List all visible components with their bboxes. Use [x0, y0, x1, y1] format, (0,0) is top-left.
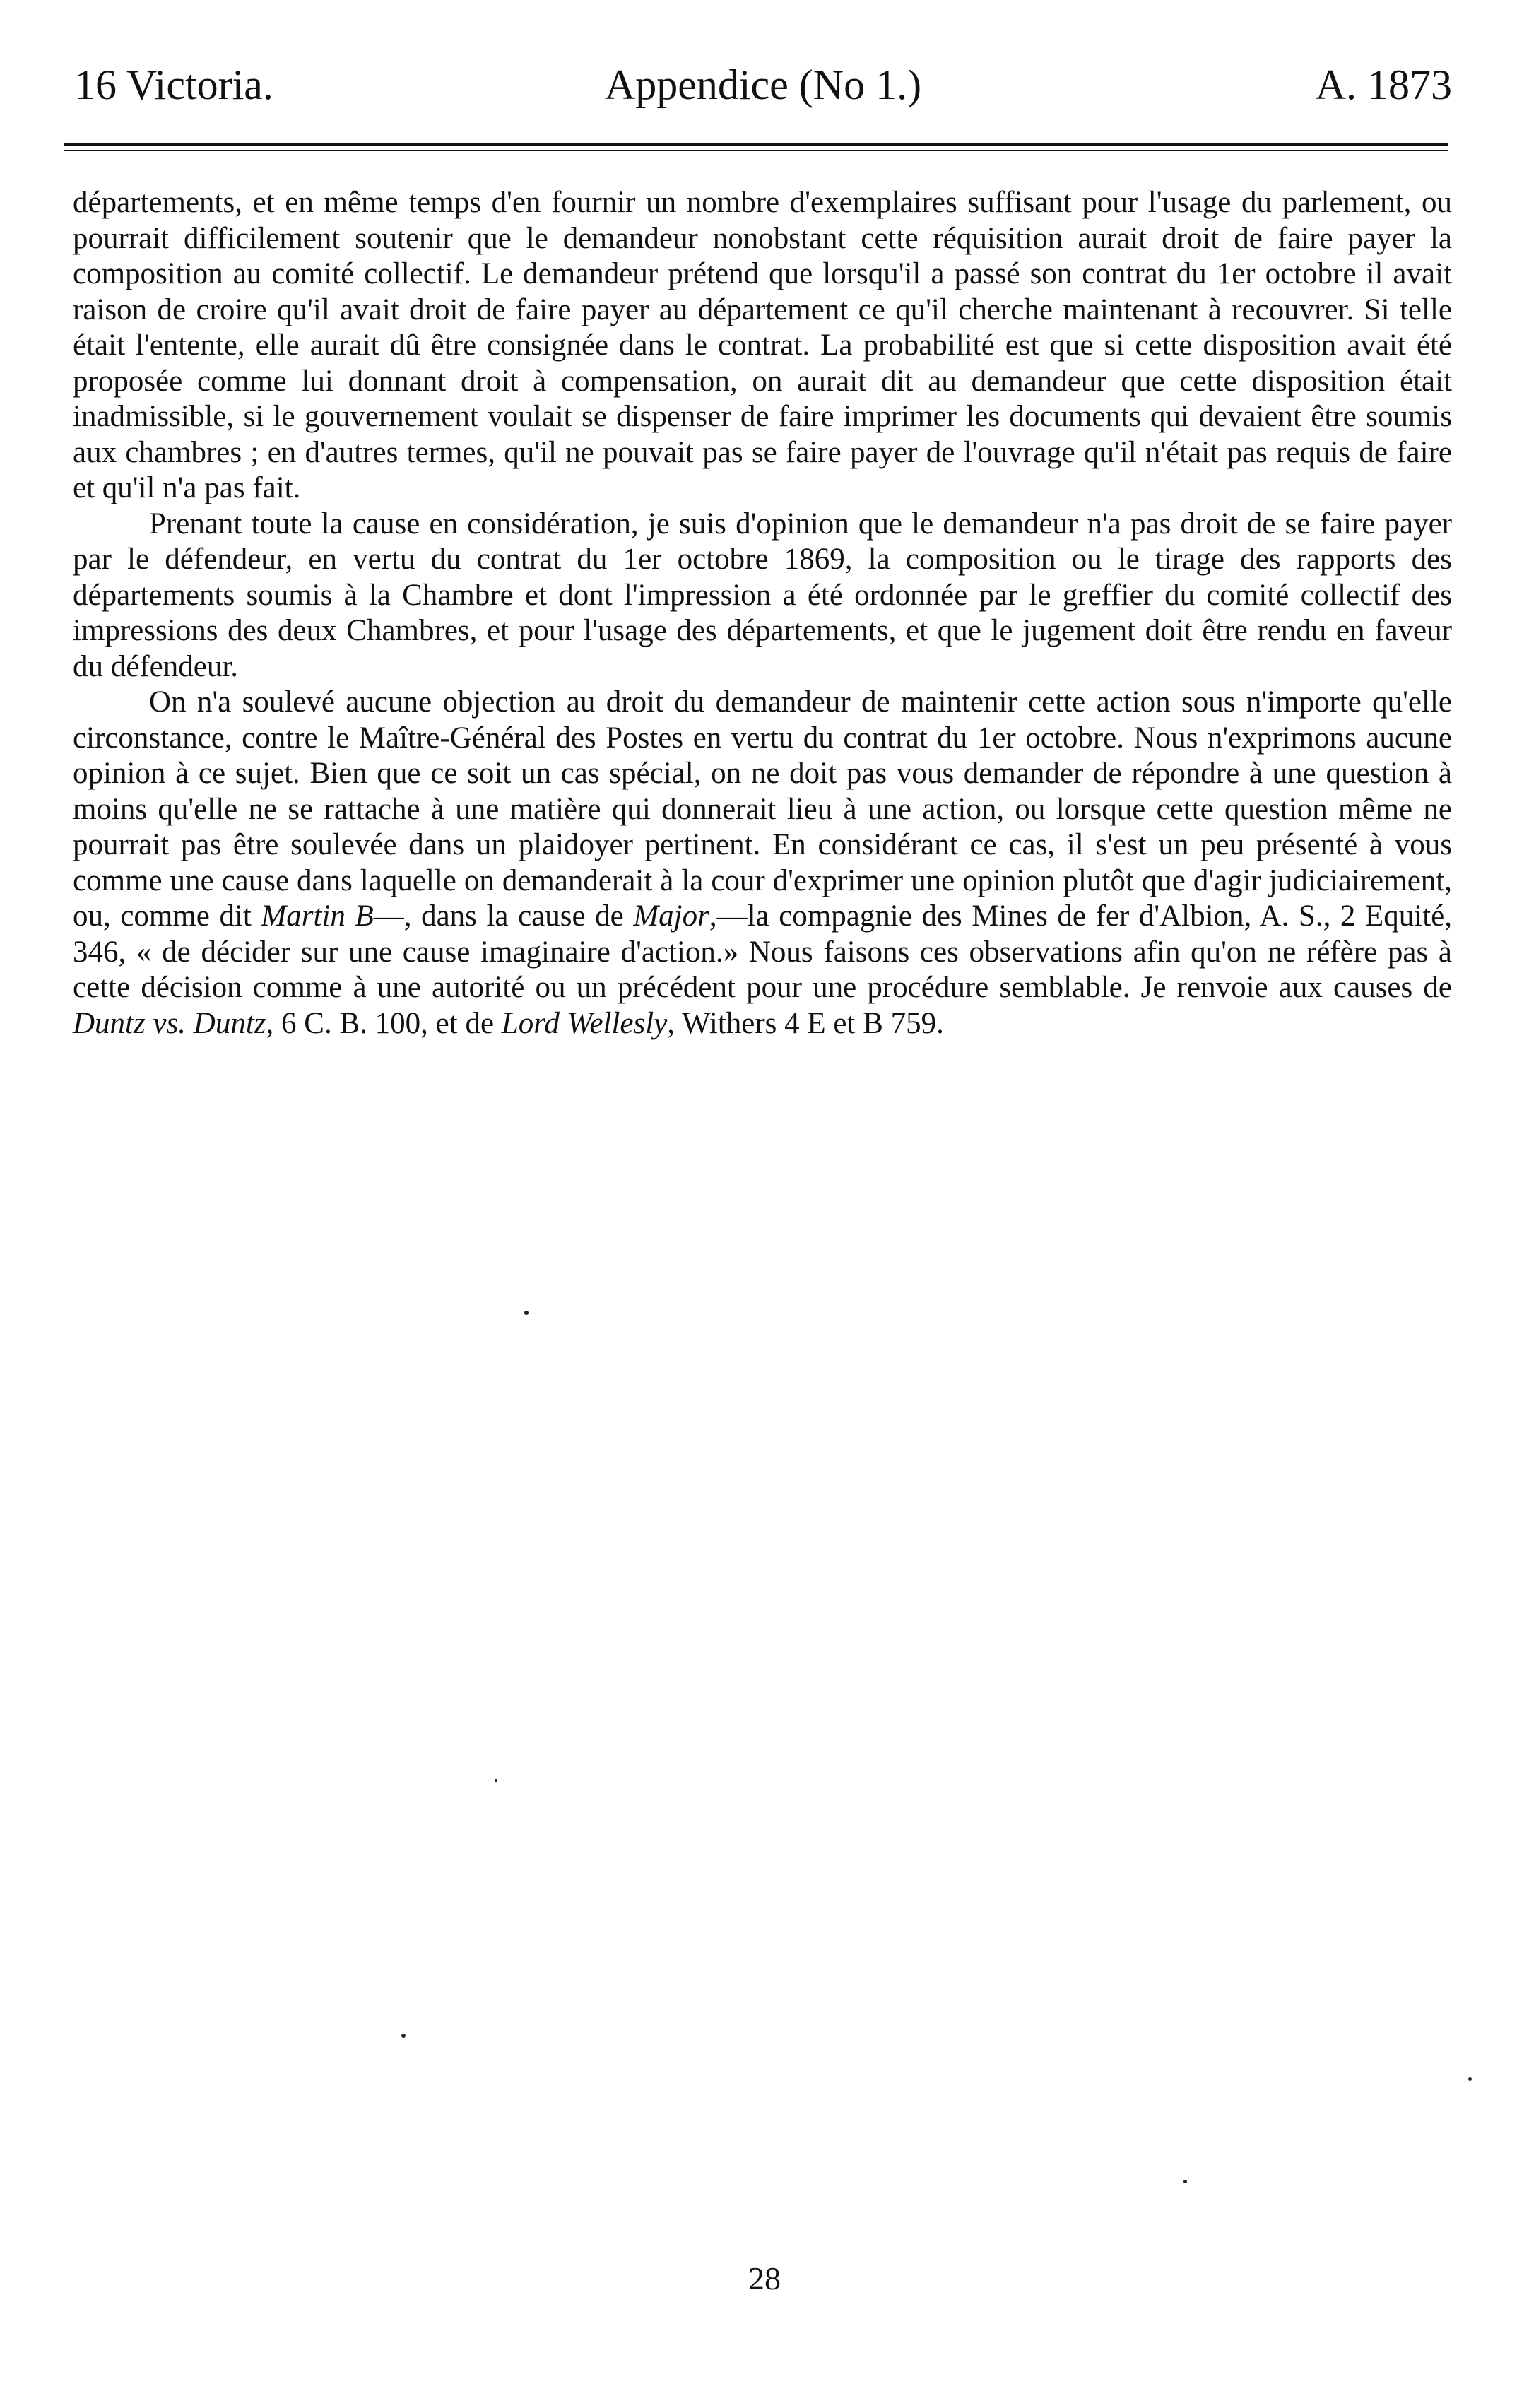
page-number: 28	[748, 2260, 781, 2296]
text-run: On n'a soulevé aucune objection au droit du demandeur de maintenir cette action sous n'importe qu'elle circonstance, contre le Maître-Général des Postes en vertu du contrat du 1er octobre. Nous n'exprimons aucune opinion à ce sujet. Bien que ce soit un cas spécial, on ne doit pas vous demander de répondre à une question à moins qu'elle ne se rattache à une matière qui donnerait lieu à une action, ou lorsque cette question même ne pourrait pas être soulevée dans un plaidoyer pertinent. En considérant ce cas, il s'est un peu présenté à vous comme une cause dans laquelle on demanderait à la cour d'exprimer une opinion plutôt que d'agir judiciairement, ou, comme dit	[73, 685, 1452, 933]
text-run: —, dans la cause de	[373, 899, 634, 933]
body-text	[73, 185, 1452, 1041]
print-speck	[495, 1779, 497, 1782]
header-appendix-title: Appendice (No 1.)	[604, 61, 922, 108]
header-rule-thin	[64, 150, 1448, 151]
page-header	[74, 57, 1452, 113]
text-run: ,—la compagnie des Mines de fer d'Albion, A. S., 2 Equité, 346, « de décider sur une cause imaginaire d'action.» Nous faisons ces observations afin qu'on ne réfère pas à cette décision comme à une autorité ou un précédent pour une procédure semblable. Je renvoie aux causes de	[73, 899, 1452, 1004]
text-run: Prenant toute la cause en considération, je suis d'opinion que le demandeur n'a pas droit de se faire payer par le défendeur, en vertu du contrat du 1er octobre 1869, la composition ou le tirage des rapports des départements soumis à la Chambre et dont l'impression a été ordonnée par le greffier du comité collectif des impressions des deux Chambres, et pour l'usage des départements, et que le jugement doit être rendu en faveur du défendeur.	[73, 507, 1452, 683]
text-run: , Withers 4 E et B 759.	[667, 1006, 944, 1040]
italic-citation: Lord Wellesly	[501, 1006, 668, 1040]
paragraph	[73, 507, 1452, 685]
text-run: départements, et en même temps d'en fournir un nombre d'exemplaires suffisant pour l'usage du parlement, ou pourrait difficilement soutenir que le demandeur nonobstant cette réquisition aurait droit de faire payer la composition au comité collectif. Le demandeur prétend que lorsqu'il a passé son contrat du 1er octobre il avait raison de croire qu'il avait droit de faire payer au département ce qu'il cherche maintenant à recouvrer. Si telle était l'entente, elle aurait dû être consignée dans le contrat. La probabilité est que si cette disposition avait été proposée comme lui donnant droit à compensation, on aurait dit au demandeur que cette disposition était inadmissible, si le gouvernement voulait se dispenser de faire imprimer les documents qui devaient être soumis aux chambres ; en d'autres termes, qu'il ne pouvait pas se faire payer de l'ouvrage qu'il n'était pas requis de faire et qu'il n'a pas fait.	[73, 186, 1452, 504]
italic-citation: Major	[633, 899, 709, 933]
print-speck	[1468, 2077, 1472, 2081]
paragraph	[73, 685, 1452, 1041]
header-year: A. 1873	[1315, 61, 1452, 108]
print-speck	[401, 2034, 406, 2038]
print-speck	[524, 1311, 529, 1315]
paragraph	[73, 185, 1452, 507]
text-run: , 6 C. B. 100, et de	[266, 1006, 502, 1040]
italic-citation: Martin B	[261, 899, 374, 933]
header-rule-thick	[64, 143, 1448, 146]
header-regnal-year: 16 Victoria.	[74, 61, 273, 108]
italic-citation: Duntz vs. Duntz	[73, 1006, 266, 1040]
print-speck	[1183, 2180, 1187, 2183]
